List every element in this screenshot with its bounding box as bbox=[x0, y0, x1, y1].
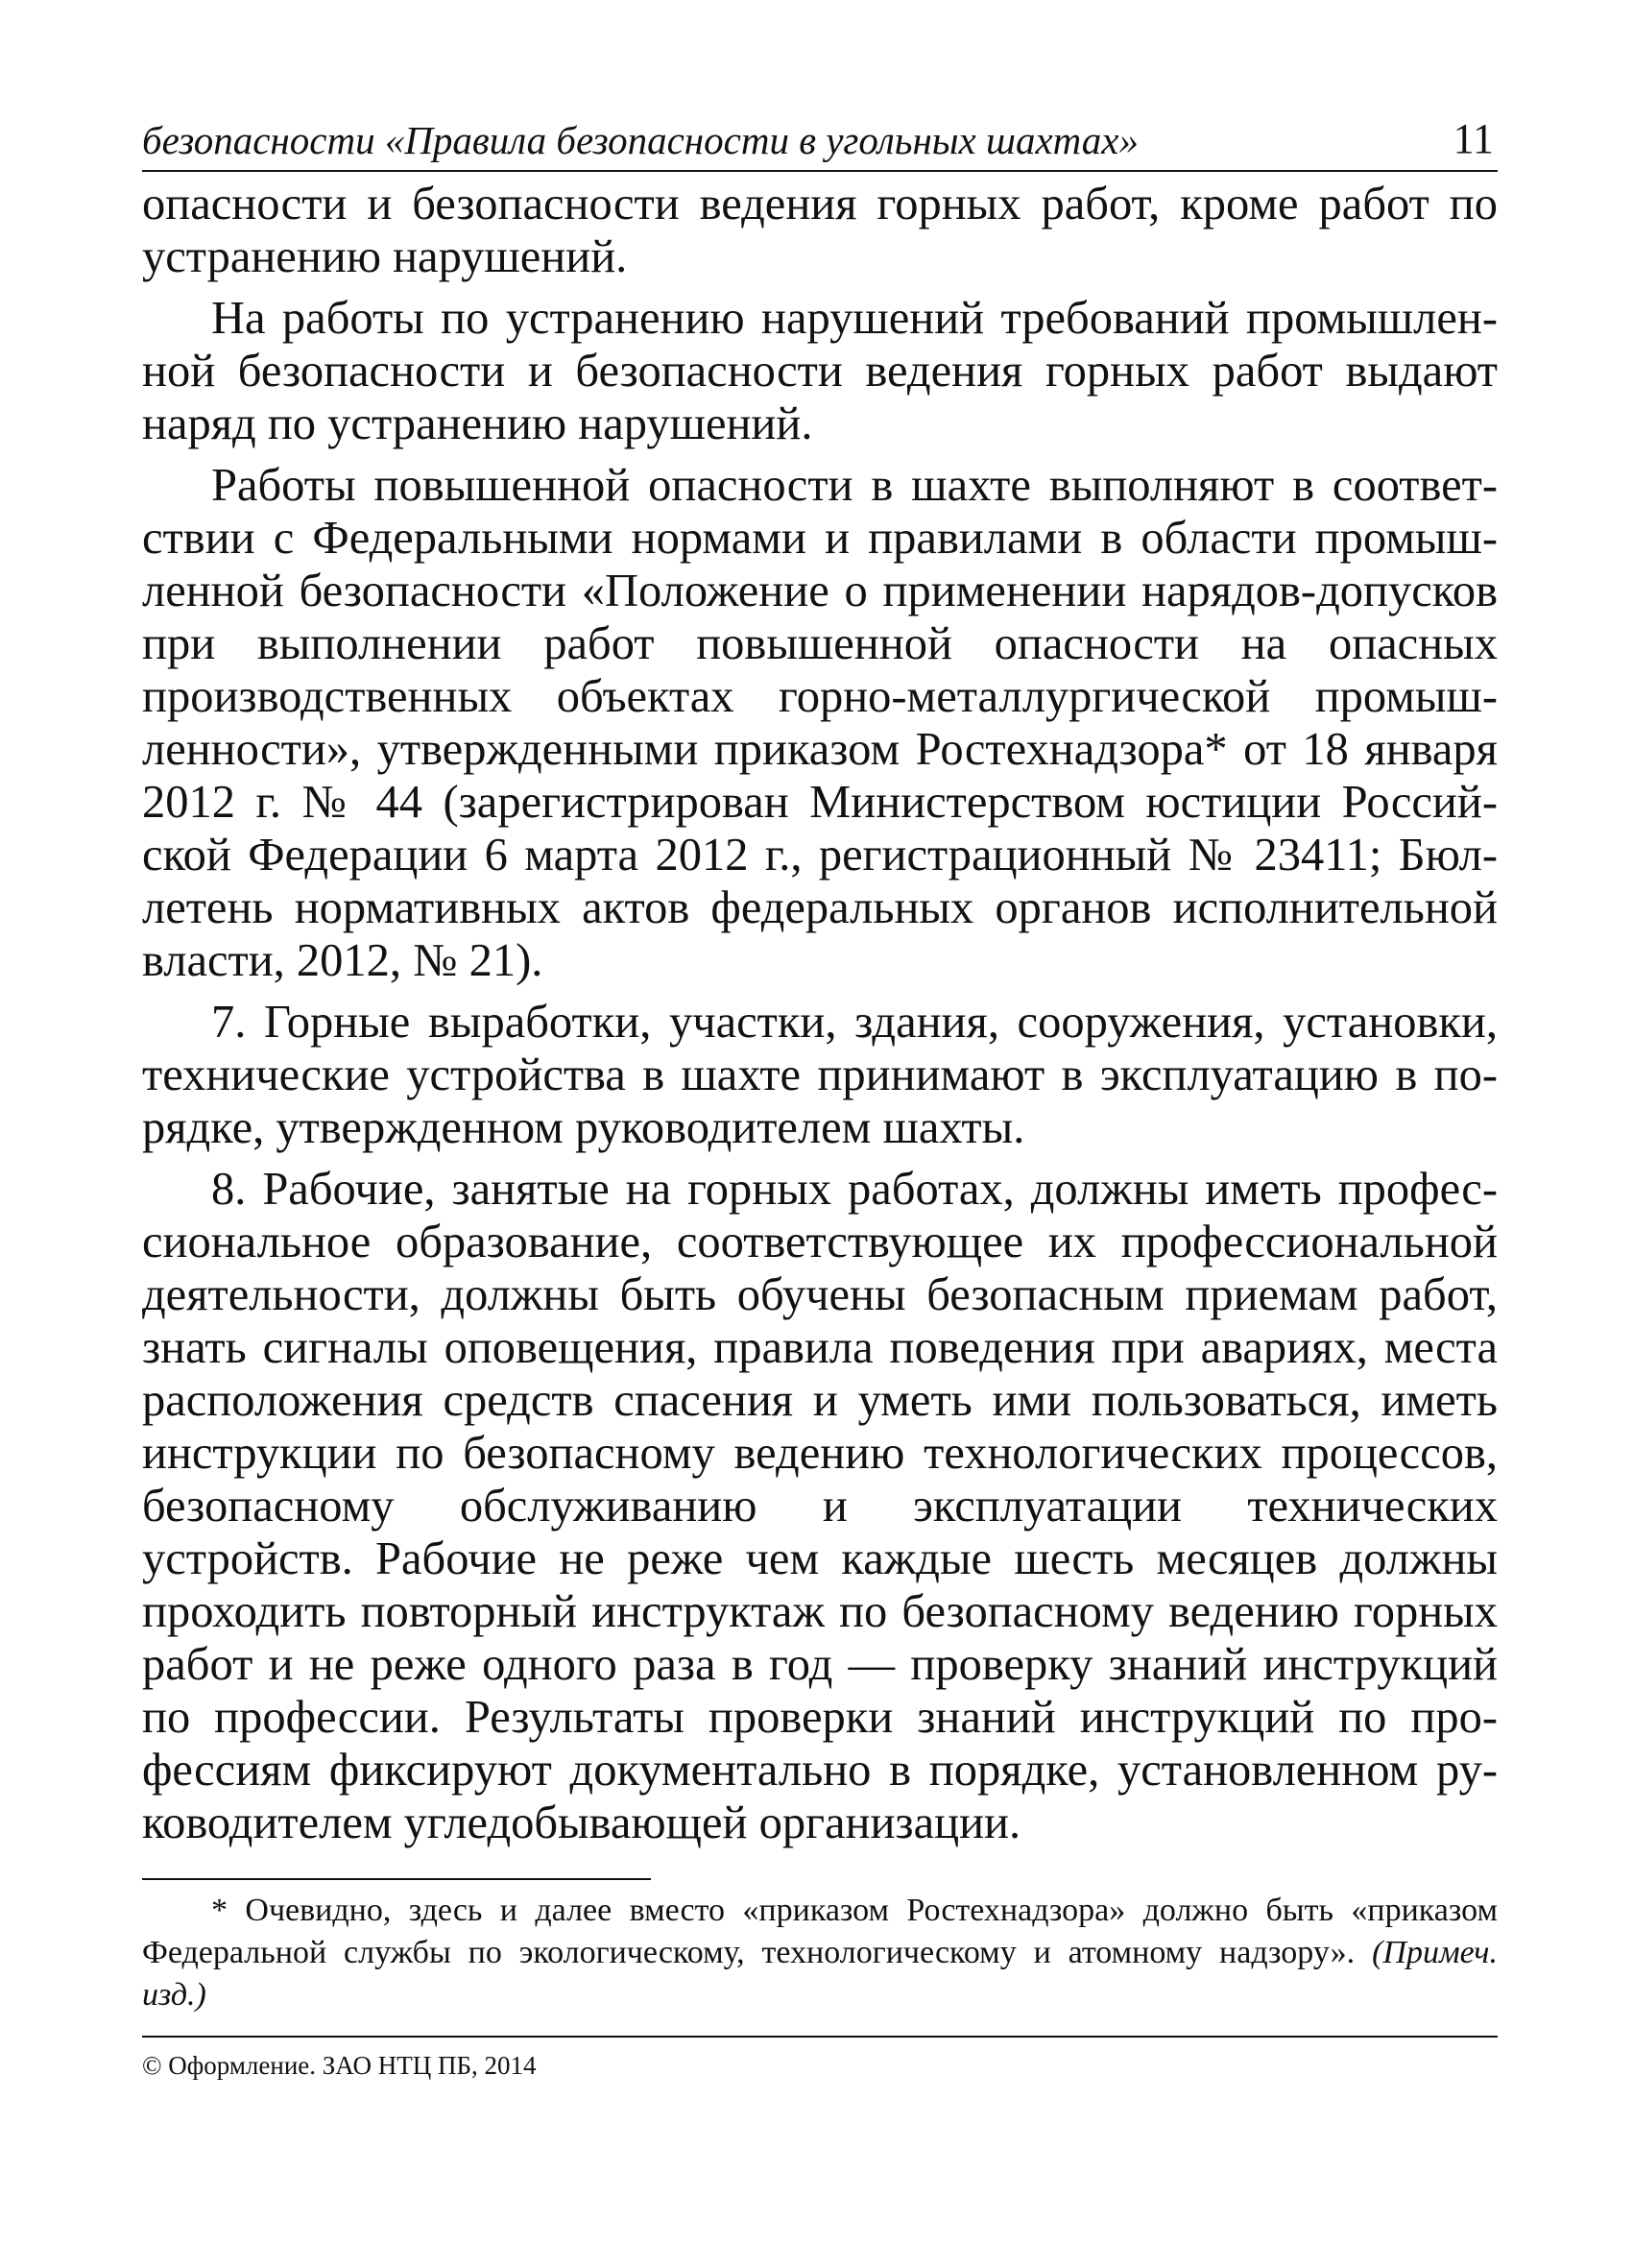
page-number: 11 bbox=[1453, 115, 1494, 162]
document-page bbox=[142, 115, 1498, 2082]
running-title: безопасности «Правила безопасности в угольных шахтах» bbox=[142, 118, 1139, 163]
copyright-line: © Оформление. ЗАО НТЦ ПБ, 2014 bbox=[142, 2050, 537, 2080]
paragraph: Работы повышенной опасности в шахте выполняют в соответствии с Федеральными нормами и правилами в области промышленной безопасности «Положение о применении нарядов-допусков при выполнении работ повышенной опасности на опасных производственных объектах горно-металлургической промышленности», утвержденными приказом Ростехнадзора* от 18 января 2012 г. № 44 (зарегистрирован Министерством юстиции Российской Федерации 6 марта 2012 г., регистрационный № 23411; Бюллетень нормативных актов федеральных органов исполнительной власти, 2012, № 21). bbox=[142, 459, 1498, 986]
footnote-editor-note: (Примеч. изд.) bbox=[142, 1934, 1498, 2013]
copyright-divider bbox=[142, 2036, 1498, 2038]
footnote-divider bbox=[142, 1878, 651, 1880]
footnote-text: * Очевидно, здесь и далее вместо «приказом Ростехнадзора» должно быть «приказом Федеральной службы по экологическому, технологическому и атомному надзору». bbox=[142, 1892, 1498, 1970]
paragraph-item-7: 7. Горные выработки, участки, здания, сооружения, установки, технические устройства в шахте принимают в эксплуатацию в порядке, утвержденном руководителем шахты. bbox=[142, 996, 1498, 1153]
paragraph-continued: опасности и безопасности ведения горных работ, кроме работ по устранению нарушений. bbox=[142, 178, 1498, 282]
paragraph-item-8: 8. Рабочие, занятые на горных работах, должны иметь профессиональное образование, соответствующее их профессиональной деятельности, должны быть обучены безопасным приемам работ, знать сигналы оповещения, правила поведения при авариях, места расположения средств спасения и уметь ими пользоваться, иметь инструкции по безопасному ведению технологических процессов, безопасному обслуживанию и эксплуатации технических устройств. Рабочие не реже чем каждые шесть месяцев должны проходить повторный инструктаж по безопасному ведению горных работ и не реже одного раза в год — проверку знаний инструкций по профессии. Результаты проверки знаний инструкций по профессиям фиксируют документально в порядке, установленном руководителем угледобывающей организации. bbox=[142, 1163, 1498, 1848]
body-text bbox=[142, 178, 1498, 1849]
running-header bbox=[142, 115, 1498, 172]
paragraph: На работы по устранению нарушений требований промышленной безопасности и безопасности ведения горных работ выдают наряд по устранению нарушений. bbox=[142, 292, 1498, 449]
footnote bbox=[142, 1890, 1498, 2016]
